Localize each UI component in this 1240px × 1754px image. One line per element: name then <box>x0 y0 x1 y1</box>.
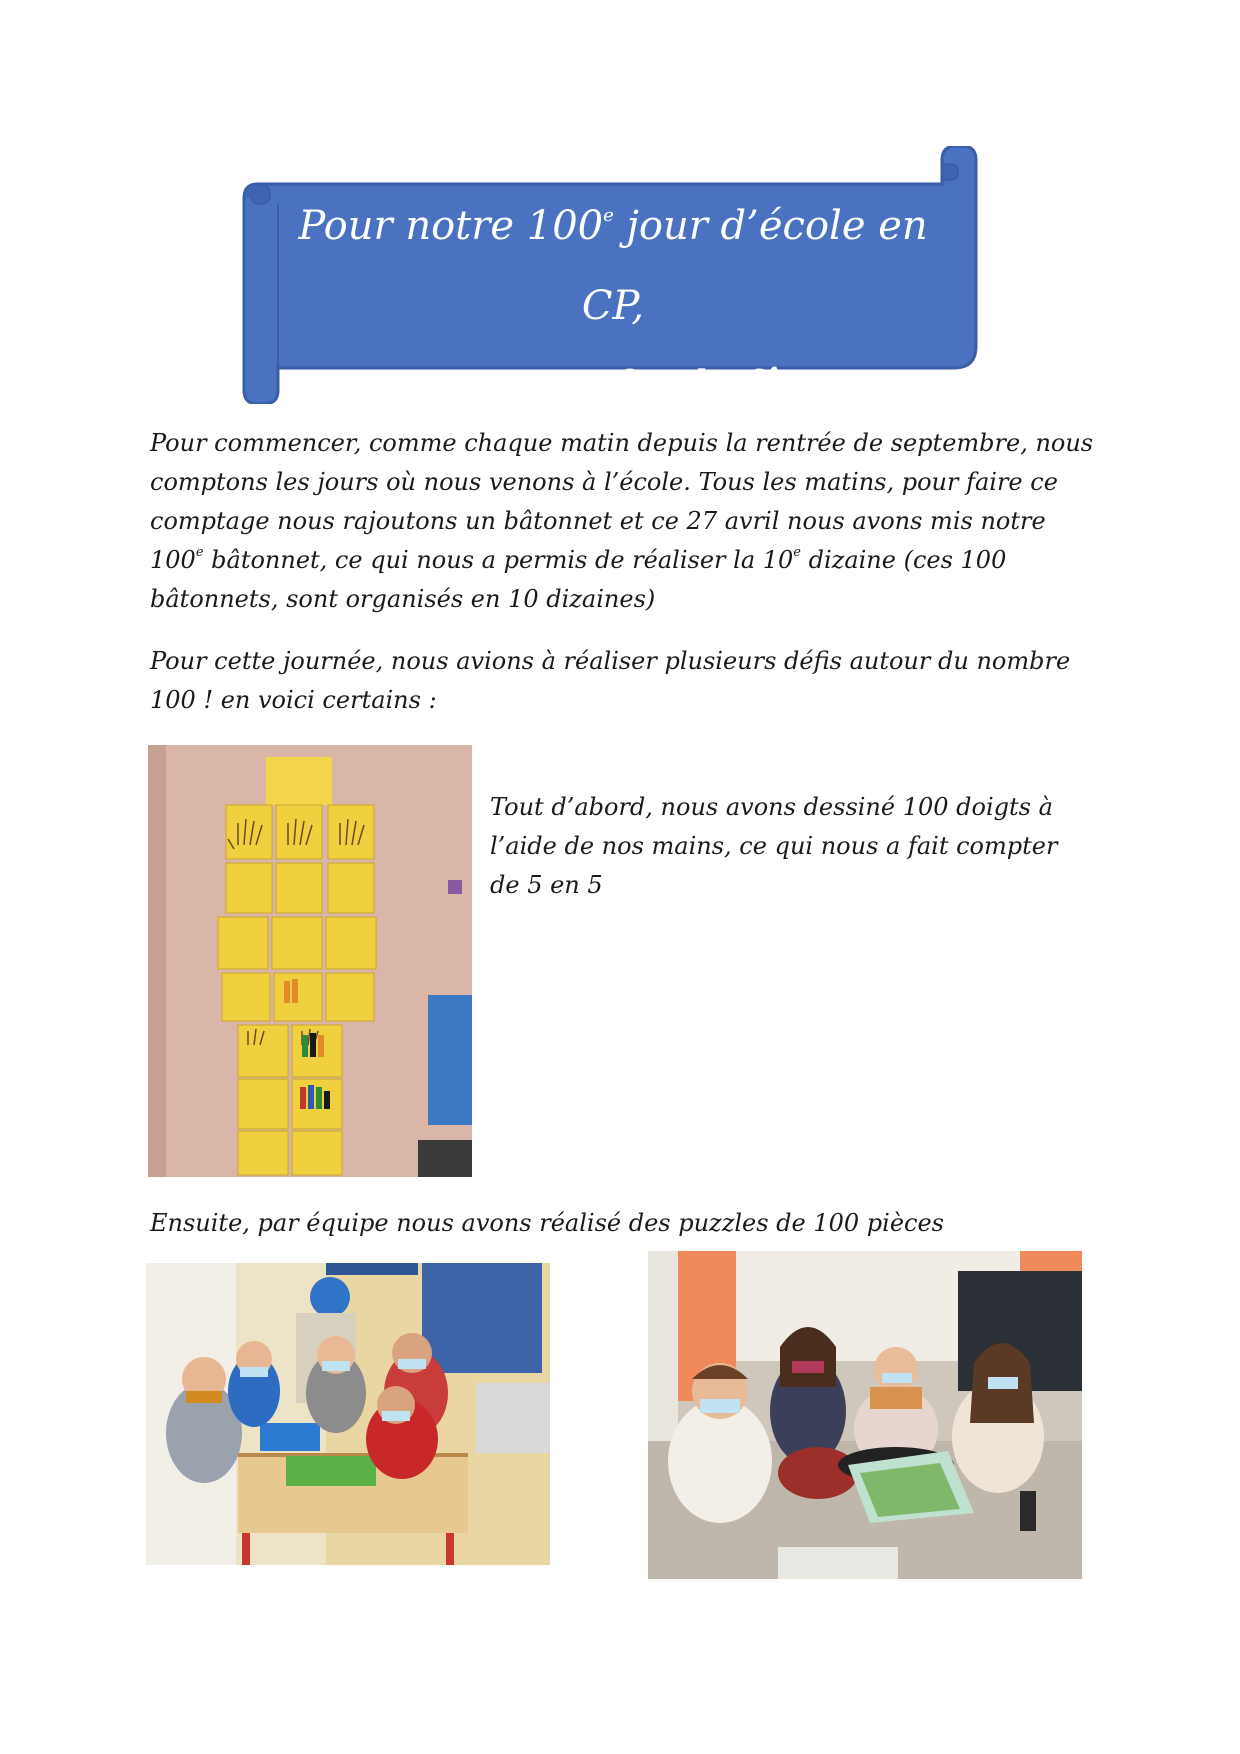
puzzle-floor-photo <box>648 1251 1082 1579</box>
puzzle-table-photo <box>146 1263 550 1565</box>
challenges-paragraph: Pour cette journée, nous avions à réaliser plusieurs défis autour du nombre 100 ! en voici certains : <box>150 647 1071 714</box>
intro-paragraph <box>150 424 1100 619</box>
fingers-paragraph: Tout d’abord, nous avons dessiné 100 doigts à l’aide de nos mains, ce qui nous a fait compter de 5 en 5 <box>490 793 1058 899</box>
banner-title-part: jour d’école en CP, <box>581 203 928 329</box>
title-banner <box>240 146 986 409</box>
intro-text: Pour commencer, comme chaque matin depuis la rentrée de septembre, nous comptons les jours où nous venons à l’école. Tous les matins, pour faire ce comptage nous rajoutons un bâtonnet et ce 27 avril nous avons mis notre 100 <box>150 429 1094 574</box>
intro-superscript: e <box>793 545 801 560</box>
hands-wall-photo <box>148 745 472 1177</box>
intro-superscript: e <box>195 545 204 560</box>
puzzles-paragraph: Ensuite, par équipe nous avons réalisé des puzzles de 100 pièces <box>150 1209 944 1237</box>
intro-text: dizaine (ces 100 bâtonnets, sont organisés en 10 dizaines) <box>150 546 1007 613</box>
banner-title-part: Pour notre 100 <box>298 203 604 249</box>
banner-title-line1 <box>280 186 946 346</box>
banner-title <box>280 186 946 426</box>
banner-title-line2: nous avons fait la fête ! <box>375 363 851 409</box>
intro-text: bâtonnet, ce qui nous a permis de réaliser la 10 <box>203 546 794 574</box>
banner-title-superscript: e <box>603 205 614 226</box>
